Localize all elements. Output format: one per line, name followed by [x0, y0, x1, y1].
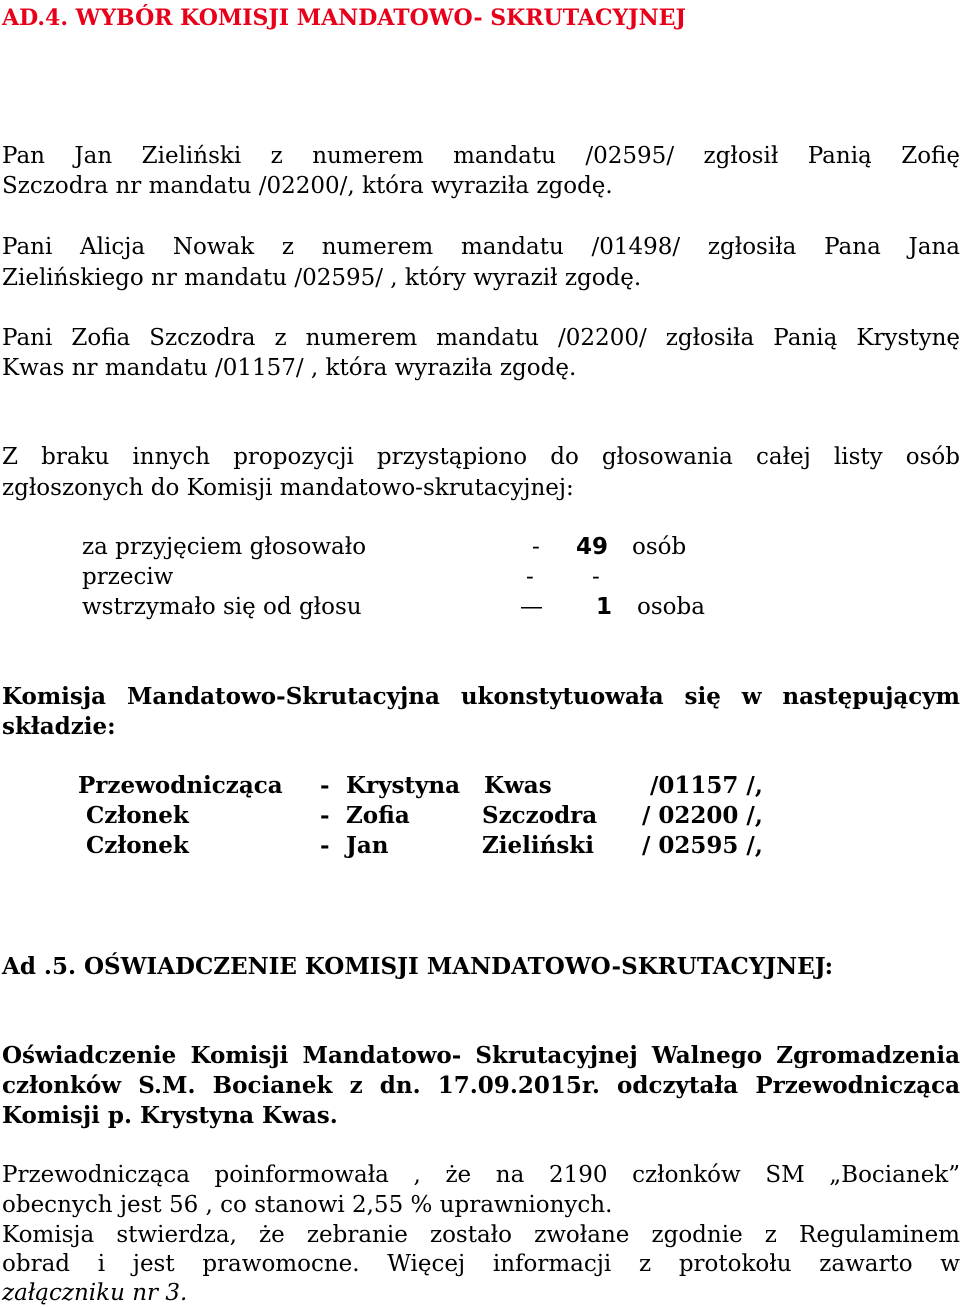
member-mandate: / 02595 /,	[642, 832, 763, 859]
member-first-name: Krystyna	[346, 772, 461, 799]
committee-intro-line: składzie:	[2, 713, 116, 740]
paragraph-line: Pani Alicja Nowak z numerem mandatu /01498/ zgłosiła Pana Jana	[2, 234, 960, 260]
vote-label: przeciw	[82, 564, 174, 590]
vote-count: 1	[596, 594, 613, 620]
member-first-name: Zofia	[346, 802, 410, 829]
vote-dash: —	[520, 594, 543, 620]
declaration-line: Komisji p. Krystyna Kwas.	[2, 1102, 338, 1129]
section-heading-ad4: AD.4. WYBÓR KOMISJI MANDATOWO- SKRUTACYJNEJ	[2, 5, 686, 31]
closing-line: obecnych jest 56 , co stanowi 2,55 % uprawnionych.	[2, 1192, 613, 1218]
paragraph-line: Pan Jan Zieliński z numerem mandatu /02595/ zgłosił Panią Zofię	[2, 143, 960, 169]
paragraph-line: Szczodra nr mandatu /02200/, która wyraziła zgodę.	[2, 173, 613, 199]
vote-count: -	[592, 564, 600, 590]
declaration-line: Oświadczenie Komisji Mandatowo- Skrutacyjnej Walnego Zgromadzenia	[2, 1042, 960, 1069]
closing-line: Przewodnicząca poinformowała , że na 2190 członków SM „Bocianek”	[2, 1162, 960, 1188]
member-role: Członek	[86, 802, 189, 829]
vote-dash: -	[532, 534, 540, 560]
closing-line: obrad i jest prawomocne. Więcej informacji z protokołu zawarto w	[2, 1251, 960, 1277]
member-role: Członek	[86, 832, 189, 859]
member-dash: -	[320, 832, 330, 859]
paragraph-line: zgłoszonych do Komisji mandatowo-skrutacyjnej:	[2, 475, 574, 501]
member-mandate: / 02200 /,	[642, 802, 763, 829]
member-dash: -	[320, 772, 330, 799]
attachment-reference: załączniku nr 3.	[2, 1280, 188, 1306]
vote-dash: -	[526, 564, 534, 590]
member-dash: -	[320, 802, 330, 829]
committee-intro-line: Komisja Mandatowo-Skrutacyjna ukonstytuowała się w następującym	[2, 683, 960, 710]
vote-unit: osoba	[637, 594, 705, 620]
member-mandate: /01157 /,	[650, 772, 763, 799]
paragraph-line: Pani Zofia Szczodra z numerem mandatu /02200/ zgłosiła Panią Krystynę	[2, 325, 960, 351]
declaration-line: członków S.M. Bocianek z dn. 17.09.2015r. odczytała Przewodnicząca	[2, 1072, 960, 1099]
member-role: Przewodnicząca	[78, 772, 283, 799]
paragraph-line: Z braku innych propozycji przystąpiono do głosowania całej listy osób	[2, 444, 960, 470]
member-last-name: Kwas	[484, 772, 552, 799]
member-last-name: Szczodra	[482, 802, 598, 829]
vote-count: 49	[576, 534, 609, 560]
member-last-name: Zieliński	[482, 832, 594, 859]
paragraph-line: Kwas nr mandatu /01157/ , która wyraziła zgodę.	[2, 355, 577, 381]
closing-line: Komisja stwierdza, że zebranie zostało zwołane zgodnie z Regulaminem	[2, 1222, 960, 1248]
paragraph-line: Zielińskiego nr mandatu /02595/ , który wyraził zgodę.	[2, 265, 642, 291]
vote-label: za przyjęciem głosowało	[82, 534, 367, 560]
vote-unit: osób	[632, 534, 687, 560]
section-heading-ad5: Ad .5. OŚWIADCZENIE KOMISJI MANDATOWO-SKRUTACYJNEJ:	[2, 953, 834, 980]
member-first-name: Jan	[346, 832, 389, 859]
vote-label: wstrzymało się od głosu	[82, 594, 362, 620]
